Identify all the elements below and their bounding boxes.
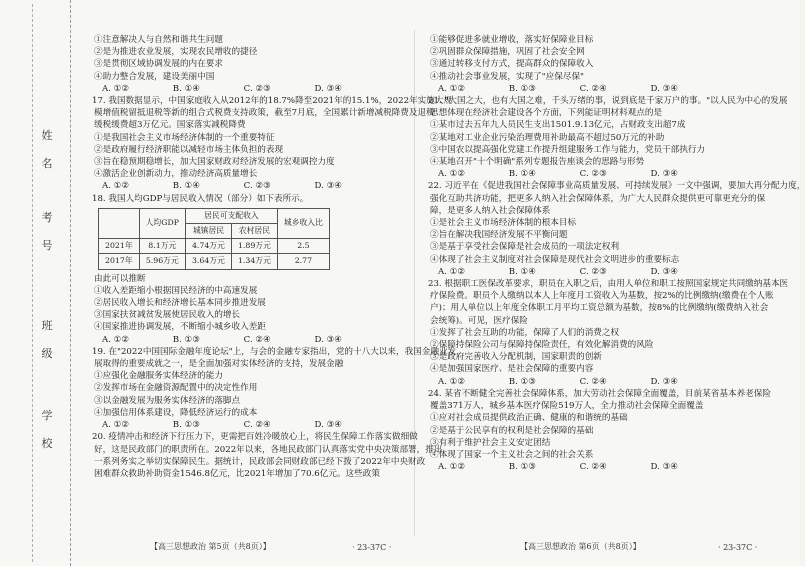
answer-options (428, 83, 678, 95)
answer-choice: B. ①③ (508, 83, 536, 94)
table-header-cell: 城乡收入比 (277, 208, 329, 238)
question-text: 展取得的重要成就之一，是全面加强对实体经济的支持，发展金融 (94, 359, 344, 370)
answer-choice: B. ①④ (172, 83, 200, 94)
answer-options (92, 334, 342, 346)
answer-options (92, 419, 342, 431)
answer-choice: B. ①③ (508, 376, 536, 387)
answer-choice: B. ①④ (508, 169, 536, 180)
table-header-row (99, 208, 330, 223)
answer-choice: C. ②③ (243, 83, 271, 94)
option-line: ②旨在解决我国经济发展不平衡问题 (430, 230, 568, 241)
question-text: 22. 习近平在《促进我国社会保障事业高质量发展、可持续发展》一文中强调，要加大再分配力度， (428, 181, 805, 192)
option-line: ②发挥市场在金融资源配置中的决定性作用 (94, 383, 258, 394)
table-cell: 2017年 (99, 254, 140, 269)
answer-choice: D. ③④ (650, 462, 678, 473)
answer-choice: B. ①④ (172, 181, 200, 192)
table-cell: 2021年 (99, 239, 140, 254)
question-text: 会统筹)。可见，医疗保险 (430, 315, 528, 326)
answer-choice: B. ①④ (508, 266, 536, 277)
answer-choice: D. ③④ (650, 376, 678, 387)
question-text: 缓税缓费超3万亿元。国家落实减税降费 (94, 120, 246, 131)
question-text: 户)；用人单位以上年度全体职工月平均工资总额为基数，按8%的比例缴纳(缴费纳入社会 (430, 303, 769, 314)
option-line: ①某市过去五年九人员民生支出1501.9.13亿元，占财政支出超7成 (430, 120, 686, 131)
answer-choice: C. ②④ (579, 83, 607, 94)
answer-options (428, 168, 678, 180)
table-cell: 1.89万元 (231, 239, 277, 254)
option-line: ④推动社会事业发展，实现了"应保尽保" (430, 71, 585, 82)
table-row (99, 239, 330, 254)
table-header-cell: 城镇居民 (185, 224, 231, 239)
table-cell: 5.96万元 (139, 254, 185, 269)
left-column (92, 34, 457, 480)
answer-choice: A. ①② (438, 83, 466, 94)
option-line: ④加强信用体系建设，降低经济运行的成本 (94, 407, 258, 418)
answer-choice: D. ③④ (314, 83, 342, 94)
answer-choice: D. ③④ (314, 334, 342, 345)
question-text: 思想体现在经济社会建设各个方面，下列能证明材料观点的是 (430, 108, 663, 119)
option-line: ③通过转移支付方式，提高群众的保障收入 (430, 59, 594, 70)
option-line: ④激活企业创新动力，推动经济高质量增长 (94, 169, 258, 180)
option-line: ②是基于公民享有的权利是社会保障的基础 (430, 425, 594, 436)
income-table (98, 208, 330, 270)
option-line: ①应对社会成员提供政治正确、健康的和谐统的基础 (430, 413, 628, 424)
answer-choice: C. ②③ (243, 181, 271, 192)
binding-label: 班 (41, 319, 53, 332)
question-text: 21. "大国之大，也有大国之难，千头万绪的事，说到底是千家万户的事。"以人民为中心的发展 (428, 96, 788, 107)
option-line: ③旨在稳预期稳增长，加大国家财政对经济发展的宏观调控力度 (94, 157, 335, 168)
option-line: ③国家扶贫减贫发展使居民收入的增长 (94, 310, 241, 321)
answer-choice: B. ①③ (172, 420, 200, 431)
option-line: ③有利于维护社会主义安定团结 (430, 437, 551, 448)
question-text: 强化互助共济功能，把更多人纳入社会保障体系，为广大人民群众提供更可靠更充分的保 (430, 193, 766, 204)
page-footer: 【高三思想政治 第6页（共8页）】 (520, 542, 641, 551)
binding-cut-line (32, 4, 33, 562)
option-line: ④体现了国家一个主义社会之间的社会关系 (430, 449, 594, 460)
answer-choice: C. ②④ (243, 334, 271, 345)
option-line: ③以金融发展为服务实体经济的落脚点 (94, 395, 241, 406)
answer-choice: C. ②④ (243, 420, 271, 431)
table-header-cell (99, 208, 140, 238)
answer-choice: A. ①② (438, 376, 466, 387)
option-line: ③是政府完善收入分配机制，国家职责的创新 (430, 352, 602, 363)
binding-label: 校 (41, 437, 53, 450)
table-header-cell: 居民可支配收入 (185, 208, 277, 223)
answer-choice: A. ①② (102, 83, 130, 94)
table-cell: 8.1万元 (139, 239, 185, 254)
table-header-cell: 人均GDP (139, 208, 185, 238)
question-text: 模增值税留抵退税等新的组合式税费支持政策，截至7月底，全国累计新增减税降费及退税 (94, 108, 435, 119)
question-text: 23. 根据职工医保改革要求，职员在入职之后，由用人单位和职工按照国家规定共同缴纳基本医 (428, 279, 789, 290)
option-line: ①注意解决人与自然和谐共生问题 (94, 35, 223, 45)
page-code: · 23-37C · (352, 543, 392, 552)
answer-choice: A. ①② (102, 181, 130, 192)
question-text: 好，这是民政部门的职责所在。2022年以来，各地民政部门认真落实党中央决策部署，推出 (94, 444, 443, 455)
binding-label: 名 (41, 157, 53, 170)
table-cell: 3.64万元 (185, 254, 231, 269)
question-text: 障，是更多人纳入社会保障体系 (430, 205, 551, 216)
answer-choice: B. ①③ (172, 334, 200, 345)
right-column (428, 34, 805, 473)
answer-options (428, 376, 678, 388)
question-text: 20. 疫情冲击和经济下行压力下，更需把百姓冷暖放心上，将民生保障工作落实做细做 (92, 432, 418, 443)
binding-label: 姓 (41, 129, 53, 142)
option-line: ④助力整合发展，建设美丽中国 (94, 71, 215, 82)
answer-choice: A. ①② (102, 334, 130, 345)
option-line: ①发挥了社会互助的功能，保障了人们的消费之权 (430, 327, 620, 338)
answer-options (428, 461, 678, 473)
option-line: ①应强化金融服务实体经济的能力 (94, 371, 223, 382)
option-line: ④是加强国家医疗、是社会保障的重要内容 (430, 364, 594, 375)
option-line: ④体现了社会主义制度对社会保障是现代社会文明进步的重要标志 (430, 254, 680, 265)
question-text: 由此可以推断 (94, 273, 146, 284)
answer-choice: D. ③④ (314, 420, 342, 431)
table-header-cell: 农村居民 (231, 224, 277, 239)
table-cell: 4.74万元 (185, 239, 231, 254)
option-line: ②是政府履行经济职能以减轻市场主体负担的表现 (94, 144, 284, 155)
answer-options (92, 180, 342, 192)
option-line: ③是基于享受社会保障是社会成员的一项法定权利 (430, 242, 620, 253)
answer-choice: C. ②④ (579, 376, 607, 387)
option-line: ②居民收入增长和经济增长基本同步推进发展 (94, 298, 266, 309)
page-code: · 23-37C · (718, 543, 758, 552)
answer-options (92, 83, 342, 95)
table-cell: 2.5 (277, 239, 329, 254)
binding-label: 号 (41, 239, 53, 252)
option-line: ②保障持保险公司与保障持保险责任，有效化解消费的风险 (430, 340, 654, 351)
option-line: ③中国农以提高强化党建工作提升组建服务工作与能力，党员干部执行力 (430, 144, 706, 155)
answer-choice: C. ②④ (579, 462, 607, 473)
question-text: 24. 某省不断健全完善社会保障体系，加大劳动社会保障全面覆盖，目前某省基本养老保险 (428, 388, 771, 399)
answer-choice: A. ①② (438, 169, 466, 180)
question-text: 覆盖371万人，城乡基本医疗保险519万人，全力推动社会保障全面覆盖 (430, 401, 704, 412)
answer-choice: C. ②③ (579, 169, 607, 180)
option-line: ②是为推进农业发展，实现农民增收的捷径 (94, 47, 258, 58)
table-cell: 1.34万元 (231, 254, 277, 269)
option-line: ④某地召开"十个明确"系列专题报告座谈会的思路与形势 (430, 157, 645, 168)
table-cell: 2.77 (277, 254, 329, 269)
table-row (99, 254, 330, 269)
question-text: 18. 我国人均GDP与居民收入情况（部分）如下表所示。 (92, 193, 309, 204)
answer-choice: D. ③④ (650, 266, 678, 277)
question-text: 疗保险费。职员个人缴纳以本人上年度月工资收入为基数，按2%的比例缴纳(缴费在个人账 (430, 291, 774, 302)
option-line: ②巩固群众保障措施，巩固了社会安全网 (430, 47, 585, 58)
binding-label: 考 (41, 211, 53, 224)
binding-label: 级 (41, 347, 53, 360)
answer-choice: A. ①② (438, 266, 466, 277)
answer-choice: B. ①③ (508, 462, 536, 473)
option-line: ②某地对工业企业污染治理费用补助最高不超过50万元的补助 (430, 132, 665, 143)
page-footer: 【高三思想政治 第5页（共8页）】 (150, 542, 271, 551)
option-line: ③是贯彻区域协调发展的内在要求 (94, 59, 223, 70)
question-text: 一系列务实之举切实保障民生。据统计，民政部会同财政部已经下拨了2022年中央财政 (94, 456, 426, 467)
answer-choice: D. ③④ (650, 83, 678, 94)
option-line: ①是社会主义市场经济体制的根本目标 (430, 218, 577, 229)
option-line: ④国家推进协调发展，不断缩小城乡收入差距 (94, 322, 266, 333)
answer-choice: D. ③④ (650, 169, 678, 180)
question-text: 19. 在"2022中国国际金融年度论坛"上，与会的金融专家指出，党的十八大以来，我国金融业发 (92, 346, 457, 357)
answer-options (428, 266, 678, 278)
option-line: ①是我国社会主义市场经济体制的一个重要特征 (94, 132, 275, 143)
binding-strip (0, 0, 71, 566)
question-text: 困难群众救助补助资金1546.8亿元，比2021年增加了70.6亿元。这些政策 (94, 468, 380, 479)
option-line: ①能够促进多就业增收，落实好保障业目标 (430, 35, 594, 45)
question-text: 17. 我国数据显示，中国家庭收入从2012年的18.7%降至2021年的15.1%，2022年实施大规 (92, 96, 453, 107)
answer-choice: A. ①② (102, 420, 130, 431)
binding-label: 学 (41, 409, 53, 422)
option-line: ①收入差距缩小根据国民经济的中高速发展 (94, 285, 258, 296)
answer-choice: C. ②③ (579, 266, 607, 277)
answer-choice: D. ③④ (314, 181, 342, 192)
answer-choice: A. ①② (438, 462, 466, 473)
